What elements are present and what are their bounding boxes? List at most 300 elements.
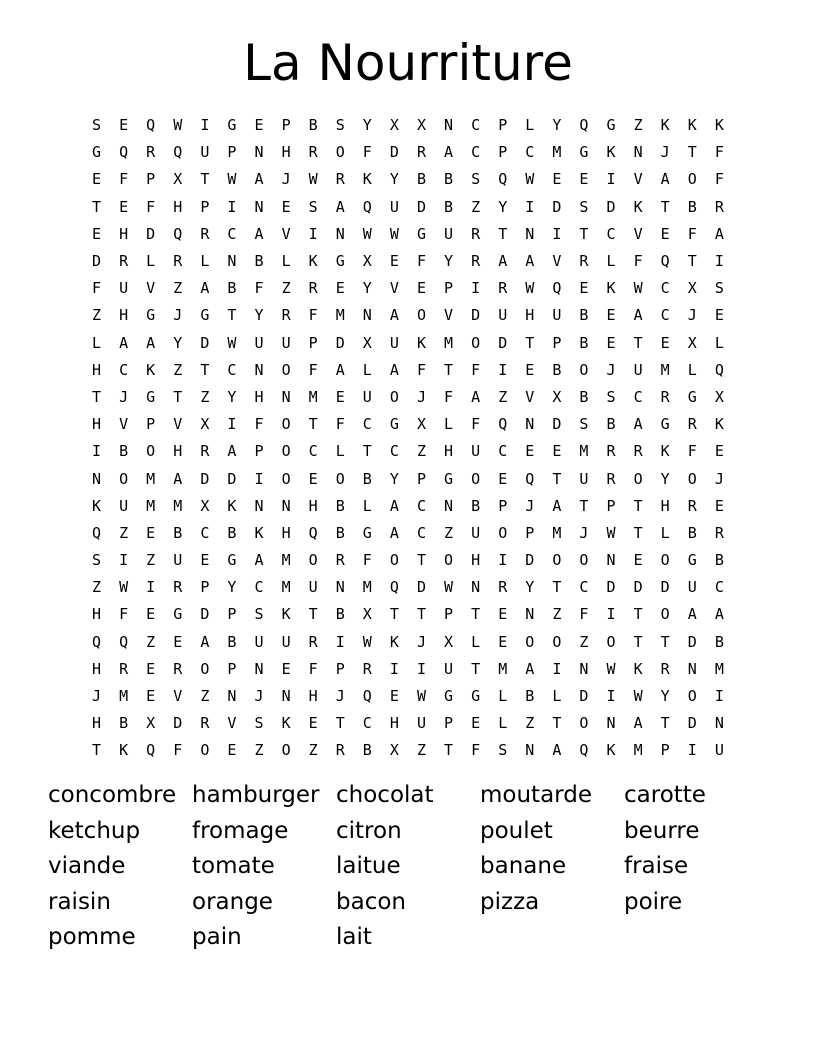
grid-letter: F — [254, 415, 264, 434]
grid-letter: R — [335, 170, 345, 189]
grid-letter: R — [687, 415, 697, 434]
grid-letter: V — [146, 279, 156, 298]
grid-letter: O — [335, 469, 345, 488]
grid-letter: B — [714, 632, 724, 651]
grid-letter: C — [362, 714, 372, 733]
grid-letter: T — [444, 741, 454, 760]
grid-letter: J — [254, 687, 264, 706]
grid-letter: S — [308, 197, 318, 216]
grid-letter: T — [660, 714, 670, 733]
grid-letter: Z — [444, 523, 454, 542]
grid-letter: E — [146, 659, 156, 678]
grid-letter: Z — [200, 387, 210, 406]
grid-letter: M — [119, 687, 129, 706]
grid-letter: Y — [498, 197, 508, 216]
grid-letter: K — [633, 659, 643, 678]
grid-letter: J — [416, 387, 426, 406]
grid-letter: Q — [389, 578, 399, 597]
grid-letter: S — [498, 741, 508, 760]
grid-letter: W — [173, 116, 183, 135]
grid-letter: H — [92, 605, 102, 624]
word-search-grid — [83, 112, 733, 765]
grid-row — [83, 656, 733, 683]
grid-row — [83, 683, 733, 710]
grid-letter: L — [660, 523, 670, 542]
grid-letter: A — [471, 387, 481, 406]
grid-row — [83, 248, 733, 275]
grid-letter: H — [525, 306, 535, 325]
grid-letter: U — [308, 578, 318, 597]
grid-letter: L — [335, 442, 345, 461]
grid-letter: O — [281, 442, 291, 461]
grid-letter: I — [200, 116, 210, 135]
grid-row — [83, 629, 733, 656]
grid-letter: L — [714, 333, 724, 352]
grid-letter: P — [498, 116, 508, 135]
grid-letter: K — [714, 415, 724, 434]
grid-letter: K — [687, 116, 697, 135]
grid-letter: Y — [254, 306, 264, 325]
grid-letter: U — [281, 632, 291, 651]
grid-letter: H — [281, 523, 291, 542]
grid-letter: G — [146, 306, 156, 325]
grid-letter: H — [119, 306, 129, 325]
grid-letter: B — [308, 116, 318, 135]
grid-letter: O — [119, 469, 129, 488]
grid-letter: R — [173, 659, 183, 678]
grid-letter: Z — [308, 741, 318, 760]
grid-letter: N — [525, 605, 535, 624]
grid-letter: B — [362, 741, 372, 760]
grid-letter: X — [200, 496, 210, 515]
grid-row — [83, 601, 733, 628]
grid-letter: F — [471, 360, 481, 379]
grid-letter: A — [660, 170, 670, 189]
grid-letter: H — [173, 442, 183, 461]
grid-letter: Y — [173, 333, 183, 352]
grid-letter: P — [660, 741, 670, 760]
grid-letter: P — [308, 333, 318, 352]
grid-letter: P — [552, 333, 562, 352]
grid-letter: F — [687, 442, 697, 461]
grid-letter: L — [471, 632, 481, 651]
grid-letter: T — [335, 714, 345, 733]
grid-letter: Z — [173, 360, 183, 379]
grid-letter: R — [416, 143, 426, 162]
grid-letter: Q — [92, 632, 102, 651]
grid-letter: S — [471, 170, 481, 189]
grid-letter: Z — [254, 741, 264, 760]
grid-letter: O — [552, 551, 562, 570]
grid-letter: M — [146, 469, 156, 488]
grid-letter: M — [281, 551, 291, 570]
grid-letter: P — [335, 659, 345, 678]
grid-letter: X — [389, 741, 399, 760]
word-list-item: laitue — [336, 853, 401, 880]
grid-letter: J — [173, 306, 183, 325]
grid-letter: E — [308, 469, 318, 488]
grid-letter: C — [227, 360, 237, 379]
grid-letter: O — [471, 469, 481, 488]
grid-letter: J — [119, 387, 129, 406]
grid-letter: Y — [362, 116, 372, 135]
grid-letter: T — [552, 469, 562, 488]
grid-letter: O — [281, 469, 291, 488]
grid-letter: R — [362, 659, 372, 678]
grid-letter: U — [633, 360, 643, 379]
grid-letter: S — [92, 551, 102, 570]
grid-letter: O — [687, 469, 697, 488]
grid-letter: R — [498, 578, 508, 597]
grid-letter: W — [633, 687, 643, 706]
grid-row — [83, 221, 733, 248]
grid-letter: E — [146, 605, 156, 624]
grid-letter: A — [200, 632, 210, 651]
grid-letter: T — [471, 659, 481, 678]
grid-letter: B — [173, 523, 183, 542]
grid-letter: G — [416, 224, 426, 243]
grid-letter: A — [335, 360, 345, 379]
grid-letter: I — [416, 659, 426, 678]
grid-letter: A — [389, 360, 399, 379]
grid-letter: B — [335, 496, 345, 515]
grid-letter: V — [389, 279, 399, 298]
grid-letter: N — [254, 143, 264, 162]
grid-letter: T — [579, 224, 589, 243]
grid-letter: A — [173, 469, 183, 488]
grid-letter: Z — [633, 116, 643, 135]
word-list-item: lait — [336, 924, 372, 951]
grid-letter: T — [200, 170, 210, 189]
grid-letter: K — [606, 143, 616, 162]
grid-letter: B — [227, 279, 237, 298]
grid-letter: M — [335, 306, 345, 325]
grid-letter: O — [200, 659, 210, 678]
grid-letter: J — [525, 496, 535, 515]
grid-letter: E — [281, 197, 291, 216]
grid-letter: Z — [525, 714, 535, 733]
grid-letter: U — [254, 632, 264, 651]
grid-letter: K — [92, 496, 102, 515]
grid-letter: J — [687, 306, 697, 325]
grid-letter: N — [92, 469, 102, 488]
grid-letter: S — [579, 197, 589, 216]
grid-letter: F — [308, 360, 318, 379]
grid-letter: B — [444, 197, 454, 216]
word-list-item: tomate — [192, 853, 275, 880]
grid-row — [83, 139, 733, 166]
grid-letter: M — [714, 659, 724, 678]
grid-letter: C — [416, 523, 426, 542]
grid-letter: N — [335, 578, 345, 597]
grid-letter: Q — [362, 687, 372, 706]
grid-letter: Q — [525, 469, 535, 488]
grid-letter: N — [687, 659, 697, 678]
grid-letter: Q — [579, 116, 589, 135]
grid-letter: I — [471, 279, 481, 298]
grid-letter: R — [200, 224, 210, 243]
grid-letter: K — [119, 741, 129, 760]
grid-letter: I — [714, 687, 724, 706]
grid-letter: F — [119, 170, 129, 189]
grid-letter: N — [471, 578, 481, 597]
grid-letter: C — [525, 143, 535, 162]
grid-letter: I — [606, 170, 616, 189]
grid-letter: H — [92, 659, 102, 678]
grid-letter: A — [389, 306, 399, 325]
grid-letter: Z — [146, 551, 156, 570]
word-list-item: fromage — [192, 817, 289, 844]
grid-letter: O — [389, 551, 399, 570]
grid-letter: U — [254, 333, 264, 352]
grid-letter: A — [389, 523, 399, 542]
grid-letter: F — [308, 659, 318, 678]
grid-letter: X — [362, 252, 372, 271]
grid-letter: Z — [200, 687, 210, 706]
grid-letter: I — [335, 632, 345, 651]
grid-letter: A — [227, 442, 237, 461]
grid-letter: D — [146, 224, 156, 243]
grid-row — [83, 465, 733, 492]
grid-letter: P — [254, 442, 264, 461]
grid-letter: P — [146, 170, 156, 189]
grid-letter: N — [444, 116, 454, 135]
grid-letter: A — [254, 551, 264, 570]
grid-letter: E — [416, 279, 426, 298]
grid-letter: F — [633, 252, 643, 271]
grid-letter: C — [714, 578, 724, 597]
grid-letter: L — [687, 360, 697, 379]
grid-row — [83, 275, 733, 302]
grid-letter: U — [471, 442, 481, 461]
grid-letter: K — [606, 741, 616, 760]
grid-letter: N — [444, 496, 454, 515]
grid-letter: X — [444, 632, 454, 651]
grid-letter: E — [308, 714, 318, 733]
grid-letter: K — [660, 116, 670, 135]
grid-letter: F — [579, 605, 589, 624]
grid-letter: T — [633, 523, 643, 542]
grid-letter: R — [687, 496, 697, 515]
grid-letter: T — [200, 360, 210, 379]
grid-letter: L — [200, 252, 210, 271]
grid-letter: U — [687, 578, 697, 597]
grid-letter: C — [416, 496, 426, 515]
grid-letter: M — [579, 442, 589, 461]
grid-letter: F — [173, 741, 183, 760]
grid-letter: Q — [714, 360, 724, 379]
grid-letter: V — [227, 714, 237, 733]
grid-letter: G — [579, 143, 589, 162]
grid-letter: H — [389, 714, 399, 733]
word-list-item: poire — [624, 888, 683, 915]
grid-letter: R — [335, 551, 345, 570]
grid-letter: N — [606, 714, 616, 733]
grid-letter: E — [389, 687, 399, 706]
grid-letter: F — [444, 387, 454, 406]
grid-letter: R — [714, 523, 724, 542]
grid-letter: Y — [362, 279, 372, 298]
grid-letter: X — [389, 116, 399, 135]
grid-letter: K — [660, 442, 670, 461]
grid-letter: O — [416, 306, 426, 325]
grid-letter: X — [362, 605, 372, 624]
grid-letter: X — [687, 279, 697, 298]
grid-row — [83, 574, 733, 601]
grid-letter: C — [579, 578, 589, 597]
grid-letter: U — [281, 333, 291, 352]
grid-letter: E — [579, 279, 589, 298]
grid-letter: A — [714, 605, 724, 624]
grid-letter: Q — [146, 741, 156, 760]
grid-letter: S — [335, 116, 345, 135]
grid-letter: K — [362, 170, 372, 189]
grid-letter: D — [416, 197, 426, 216]
grid-letter: I — [606, 605, 616, 624]
grid-letter: J — [416, 632, 426, 651]
grid-letter: L — [146, 252, 156, 271]
grid-letter: O — [389, 387, 399, 406]
grid-letter: C — [660, 306, 670, 325]
grid-letter: R — [714, 197, 724, 216]
word-list-item: concombre — [48, 782, 177, 808]
grid-letter: L — [444, 415, 454, 434]
grid-letter: T — [633, 496, 643, 515]
grid-letter: P — [200, 578, 210, 597]
grid-letter: Q — [660, 252, 670, 271]
grid-letter: O — [146, 442, 156, 461]
grid-letter: J — [606, 360, 616, 379]
grid-letter: I — [146, 578, 156, 597]
grid-letter: B — [444, 170, 454, 189]
grid-letter: Q — [579, 741, 589, 760]
grid-row — [83, 330, 733, 357]
grid-row — [83, 166, 733, 193]
grid-letter: N — [714, 714, 724, 733]
grid-letter: U — [119, 279, 129, 298]
grid-letter: D — [633, 578, 643, 597]
grid-letter: D — [552, 197, 562, 216]
grid-letter: V — [119, 415, 129, 434]
grid-letter: B — [119, 442, 129, 461]
grid-row — [83, 520, 733, 547]
grid-letter: D — [335, 333, 345, 352]
grid-letter: V — [173, 687, 183, 706]
grid-letter: O — [633, 469, 643, 488]
grid-letter: P — [227, 659, 237, 678]
grid-letter: C — [227, 224, 237, 243]
grid-letter: G — [200, 306, 210, 325]
grid-letter: Z — [281, 279, 291, 298]
grid-letter: K — [227, 496, 237, 515]
grid-letter: I — [227, 197, 237, 216]
grid-letter: F — [416, 360, 426, 379]
grid-letter: R — [606, 442, 616, 461]
grid-letter: B — [119, 714, 129, 733]
grid-letter: U — [498, 306, 508, 325]
word-list-item: pain — [192, 924, 242, 951]
grid-letter: A — [633, 714, 643, 733]
grid-letter: J — [714, 469, 724, 488]
grid-letter: W — [606, 523, 616, 542]
grid-letter: W — [362, 224, 372, 243]
grid-letter: F — [687, 224, 697, 243]
grid-letter: P — [444, 605, 454, 624]
grid-letter: H — [92, 360, 102, 379]
grid-row — [83, 737, 733, 764]
grid-letter: L — [606, 252, 616, 271]
grid-letter: T — [308, 605, 318, 624]
grid-letter: Z — [498, 387, 508, 406]
grid-letter: C — [498, 442, 508, 461]
grid-letter: C — [471, 143, 481, 162]
grid-letter: J — [660, 143, 670, 162]
grid-letter: W — [362, 632, 372, 651]
grid-letter: K — [254, 523, 264, 542]
grid-letter: K — [416, 333, 426, 352]
grid-letter: D — [389, 143, 399, 162]
grid-letter: D — [200, 605, 210, 624]
grid-letter: B — [552, 360, 562, 379]
grid-letter: W — [525, 279, 535, 298]
grid-letter: E — [146, 523, 156, 542]
grid-row — [83, 411, 733, 438]
grid-letter: R — [633, 442, 643, 461]
page-title: La Nourriture — [243, 34, 573, 92]
grid-letter: F — [92, 279, 102, 298]
grid-letter: I — [389, 659, 399, 678]
grid-letter: E — [281, 659, 291, 678]
grid-letter: O — [579, 360, 589, 379]
grid-letter: P — [227, 605, 237, 624]
grid-letter: B — [335, 605, 345, 624]
grid-letter: I — [552, 659, 562, 678]
grid-letter: O — [579, 714, 589, 733]
grid-letter: A — [633, 306, 643, 325]
grid-letter: G — [146, 387, 156, 406]
grid-letter: P — [200, 197, 210, 216]
grid-letter: E — [200, 551, 210, 570]
grid-letter: E — [552, 442, 562, 461]
grid-letter: O — [660, 605, 670, 624]
grid-letter: E — [498, 469, 508, 488]
grid-letter: R — [200, 714, 210, 733]
grid-letter: D — [687, 714, 697, 733]
grid-letter: R — [146, 143, 156, 162]
grid-letter: Z — [416, 442, 426, 461]
grid-letter: L — [362, 496, 372, 515]
grid-letter: A — [633, 415, 643, 434]
grid-letter: Z — [92, 578, 102, 597]
grid-letter: T — [471, 605, 481, 624]
grid-letter: M — [173, 496, 183, 515]
grid-letter: V — [525, 387, 535, 406]
grid-letter: E — [606, 333, 616, 352]
grid-letter: N — [335, 224, 345, 243]
grid-letter: E — [146, 687, 156, 706]
grid-letter: R — [335, 741, 345, 760]
grid-letter: D — [200, 333, 210, 352]
grid-letter: N — [227, 252, 237, 271]
grid-letter: H — [254, 387, 264, 406]
grid-letter: I — [552, 224, 562, 243]
grid-letter: P — [444, 279, 454, 298]
grid-letter: R — [579, 252, 589, 271]
grid-letter: K — [281, 605, 291, 624]
word-list-item: ketchup — [48, 817, 141, 844]
grid-letter: W — [525, 170, 535, 189]
grid-letter: Q — [119, 143, 129, 162]
